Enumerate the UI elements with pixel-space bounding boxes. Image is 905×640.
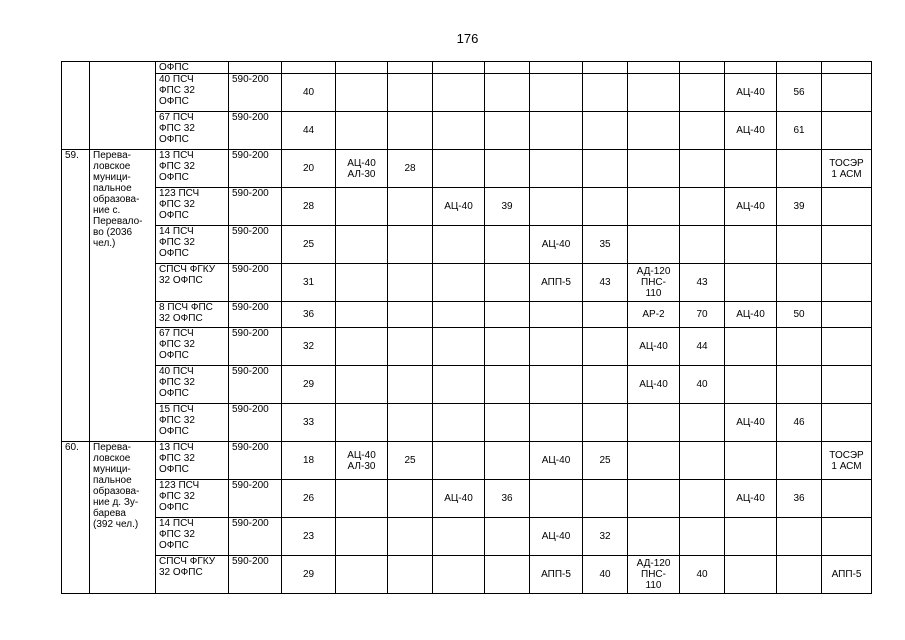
unit-cell: 15 ПСЧ ФПС 32 ОФПС [156,404,229,442]
minutes-cell: 35 [583,226,628,264]
equipment-cell [336,366,388,404]
minutes-cell [680,480,725,518]
equipment-cell [530,404,583,442]
minutes-cell [388,556,433,594]
equipment-cell: АПП-5 [530,264,583,302]
equipment-cell [336,556,388,594]
equipment-cell: АЦ-40 [530,518,583,556]
minutes-cell: 36 [485,480,530,518]
minutes-cell [388,74,433,112]
minutes-cell [777,226,822,264]
code-cell: 590-200 [229,302,282,328]
equipment-cell [336,226,388,264]
equipment-cell [725,366,777,404]
extra-cell: АПП-5 [822,556,872,594]
row-number-cell [62,62,90,150]
minutes-cell [680,112,725,150]
minutes-cell: 61 [777,112,822,150]
minutes-cell [485,112,530,150]
table-row [62,150,872,188]
unit-cell: 67 ПСЧ ФПС 32 ОФПС [156,328,229,366]
unit-cell: 123 ПСЧ ФПС 32 ОФПС [156,480,229,518]
equipment-cell [336,264,388,302]
equipment-cell [530,366,583,404]
unit-cell: 40 ПСЧ ФПС 32 ОФПС [156,74,229,112]
minutes-cell: 43 [583,264,628,302]
unit-cell: 14 ПСЧ ФПС 32 ОФПС [156,518,229,556]
minutes-cell [680,188,725,226]
unit-cell: 40 ПСЧ ФПС 32 ОФПС [156,366,229,404]
equipment-cell [433,518,485,556]
code-cell: 590-200 [229,480,282,518]
code-cell: 590-200 [229,404,282,442]
equipment-cell [336,112,388,150]
minutes-cell [777,328,822,366]
minutes-cell: 25 [583,442,628,480]
equipment-cell [628,480,680,518]
equipment-cell [725,442,777,480]
minutes-cell [388,328,433,366]
minutes-cell: 39 [485,188,530,226]
minutes-cell [388,112,433,150]
minutes-cell: 46 [777,404,822,442]
minutes-cell [388,188,433,226]
equipment-cell [530,188,583,226]
row-number-cell: 59. [62,150,90,442]
table-row [62,366,872,404]
minutes-cell [388,480,433,518]
minutes-cell [777,150,822,188]
minutes-cell [485,62,530,74]
equipment-cell [433,404,485,442]
equipment-cell: АР-2 [628,302,680,328]
time-cell: 29 [282,366,336,404]
minutes-cell: 70 [680,302,725,328]
extra-cell [822,74,872,112]
equipment-cell [628,74,680,112]
unit-cell: СПСЧ ФГКУ 32 ОФПС [156,264,229,302]
minutes-cell [485,366,530,404]
minutes-cell [485,556,530,594]
equipment-cell [628,226,680,264]
time-cell: 36 [282,302,336,328]
minutes-cell [485,518,530,556]
minutes-cell [680,74,725,112]
minutes-cell: 56 [777,74,822,112]
equipment-cell: АЦ-40 АЛ-30 [336,442,388,480]
time-cell: 40 [282,74,336,112]
equipment-cell: АПП-5 [530,556,583,594]
settlement-name-cell: Перева- ловское муници- пальное образова- ние д. Зу- барева (392 чел.) [90,442,156,594]
extra-cell [822,226,872,264]
minutes-cell: 39 [777,188,822,226]
equipment-cell [433,264,485,302]
time-cell: 18 [282,442,336,480]
extra-cell [822,62,872,74]
minutes-cell [485,150,530,188]
equipment-cell [725,556,777,594]
minutes-cell: 40 [583,556,628,594]
minutes-cell [583,62,628,74]
table-row [62,556,872,594]
code-cell: 590-200 [229,442,282,480]
minutes-cell [388,366,433,404]
minutes-cell [583,366,628,404]
unit-cell: 8 ПСЧ ФПС 32 ОФПС [156,302,229,328]
equipment-cell: АД-120 ПНС- 110 [628,556,680,594]
equipment-cell: АЦ-40 [530,442,583,480]
equipment-cell [628,112,680,150]
extra-cell: ТОСЭР 1 АСМ [822,442,872,480]
page-number: 176 [456,31,479,46]
extra-cell [822,328,872,366]
time-cell: 26 [282,480,336,518]
code-cell: 590-200 [229,264,282,302]
extra-cell [822,264,872,302]
equipment-cell: АЦ-40 [433,188,485,226]
code-cell: 590-200 [229,226,282,264]
minutes-cell [680,404,725,442]
table-row [62,264,872,302]
equipment-cell [628,150,680,188]
minutes-cell [777,264,822,302]
extra-cell [822,518,872,556]
equipment-cell: АЦ-40 АЛ-30 [336,150,388,188]
equipment-cell: АЦ-40 [433,480,485,518]
table-row [62,62,872,74]
minutes-cell: 43 [680,264,725,302]
minutes-cell [485,226,530,264]
equipment-cell: АЦ-40 [530,226,583,264]
equipment-cell: АЦ-40 [725,404,777,442]
equipment-cell [336,62,388,74]
table-row [62,188,872,226]
minutes-cell [388,404,433,442]
equipment-cell [433,62,485,74]
equipment-cell [530,328,583,366]
table-row [62,480,872,518]
equipment-cell [433,556,485,594]
table-body [62,62,872,594]
minutes-cell: 36 [777,480,822,518]
equipment-cell [433,74,485,112]
fire-response-table [61,61,872,594]
row-number-cell: 60. [62,442,90,594]
equipment-cell [530,302,583,328]
time-cell: 25 [282,226,336,264]
minutes-cell [777,366,822,404]
minutes-cell [680,442,725,480]
equipment-cell: АЦ-40 [725,74,777,112]
minutes-cell [388,302,433,328]
table-row [62,74,872,112]
extra-cell [822,302,872,328]
minutes-cell [388,62,433,74]
equipment-cell: АЦ-40 [628,328,680,366]
minutes-cell [583,480,628,518]
equipment-cell [433,442,485,480]
code-cell: 590-200 [229,74,282,112]
time-cell: 23 [282,518,336,556]
equipment-cell [628,518,680,556]
equipment-cell [628,442,680,480]
equipment-cell [433,328,485,366]
minutes-cell [777,442,822,480]
table-row [62,302,872,328]
extra-cell: ТОСЭР 1 АСМ [822,150,872,188]
equipment-cell: АЦ-40 [725,188,777,226]
unit-cell: СПСЧ ФГКУ 32 ОФПС [156,556,229,594]
time-cell [282,62,336,74]
equipment-cell: АД-120 ПНС- 110 [628,264,680,302]
equipment-cell [530,74,583,112]
code-cell: 590-200 [229,188,282,226]
minutes-cell [680,62,725,74]
minutes-cell: 40 [680,366,725,404]
minutes-cell [583,150,628,188]
code-cell [229,62,282,74]
settlement-name-cell: Перева- ловское муници- пальное образова- ние с. Перевало- во (2036 чел.) [90,150,156,442]
table-row [62,112,872,150]
equipment-cell [433,112,485,150]
unit-cell: ОФПС [156,62,229,74]
unit-cell: 13 ПСЧ ФПС 32 ОФПС [156,442,229,480]
time-cell: 44 [282,112,336,150]
equipment-cell [530,150,583,188]
equipment-cell [433,226,485,264]
minutes-cell: 40 [680,556,725,594]
table-row [62,226,872,264]
minutes-cell [583,74,628,112]
equipment-cell [336,404,388,442]
code-cell: 590-200 [229,150,282,188]
minutes-cell [485,264,530,302]
extra-cell [822,188,872,226]
minutes-cell [485,328,530,366]
minutes-cell [485,404,530,442]
equipment-cell [433,366,485,404]
equipment-cell [725,518,777,556]
code-cell: 590-200 [229,518,282,556]
minutes-cell [485,74,530,112]
minutes-cell: 50 [777,302,822,328]
table-row [62,442,872,480]
equipment-cell [336,328,388,366]
minutes-cell: 32 [583,518,628,556]
equipment-cell [336,518,388,556]
table-row [62,404,872,442]
equipment-cell [628,404,680,442]
unit-cell: 123 ПСЧ ФПС 32 ОФПС [156,188,229,226]
time-cell: 31 [282,264,336,302]
equipment-cell [725,62,777,74]
unit-cell: 14 ПСЧ ФПС 32 ОФПС [156,226,229,264]
equipment-cell [530,480,583,518]
minutes-cell [583,302,628,328]
table-row [62,328,872,366]
time-cell: 28 [282,188,336,226]
minutes-cell: 44 [680,328,725,366]
equipment-cell [725,150,777,188]
minutes-cell [388,226,433,264]
minutes-cell [777,556,822,594]
equipment-cell: АЦ-40 [725,302,777,328]
settlement-name-cell [90,62,156,150]
equipment-cell [433,150,485,188]
code-cell: 590-200 [229,328,282,366]
minutes-cell [583,188,628,226]
minutes-cell [680,150,725,188]
minutes-cell [388,518,433,556]
unit-cell: 13 ПСЧ ФПС 32 ОФПС [156,150,229,188]
equipment-cell [725,264,777,302]
extra-cell [822,404,872,442]
equipment-cell [628,62,680,74]
equipment-cell: АЦ-40 [725,480,777,518]
equipment-cell [530,62,583,74]
code-cell: 590-200 [229,366,282,404]
extra-cell [822,480,872,518]
minutes-cell [777,62,822,74]
extra-cell [822,366,872,404]
equipment-cell [725,328,777,366]
minutes-cell: 28 [388,150,433,188]
minutes-cell [777,518,822,556]
minutes-cell [485,302,530,328]
equipment-cell [433,302,485,328]
equipment-cell [336,302,388,328]
minutes-cell [485,442,530,480]
equipment-cell [530,112,583,150]
table-row [62,518,872,556]
minutes-cell [583,328,628,366]
extra-cell [822,112,872,150]
minutes-cell: 25 [388,442,433,480]
unit-cell: 67 ПСЧ ФПС 32 ОФПС [156,112,229,150]
minutes-cell [583,404,628,442]
equipment-cell [628,188,680,226]
equipment-cell [725,226,777,264]
minutes-cell [583,112,628,150]
minutes-cell [388,264,433,302]
code-cell: 590-200 [229,556,282,594]
time-cell: 29 [282,556,336,594]
equipment-cell [336,74,388,112]
code-cell: 590-200 [229,112,282,150]
time-cell: 33 [282,404,336,442]
equipment-cell [336,480,388,518]
equipment-cell: АЦ-40 [628,366,680,404]
time-cell: 20 [282,150,336,188]
equipment-cell: АЦ-40 [725,112,777,150]
minutes-cell [680,518,725,556]
equipment-cell [336,188,388,226]
minutes-cell [680,226,725,264]
time-cell: 32 [282,328,336,366]
